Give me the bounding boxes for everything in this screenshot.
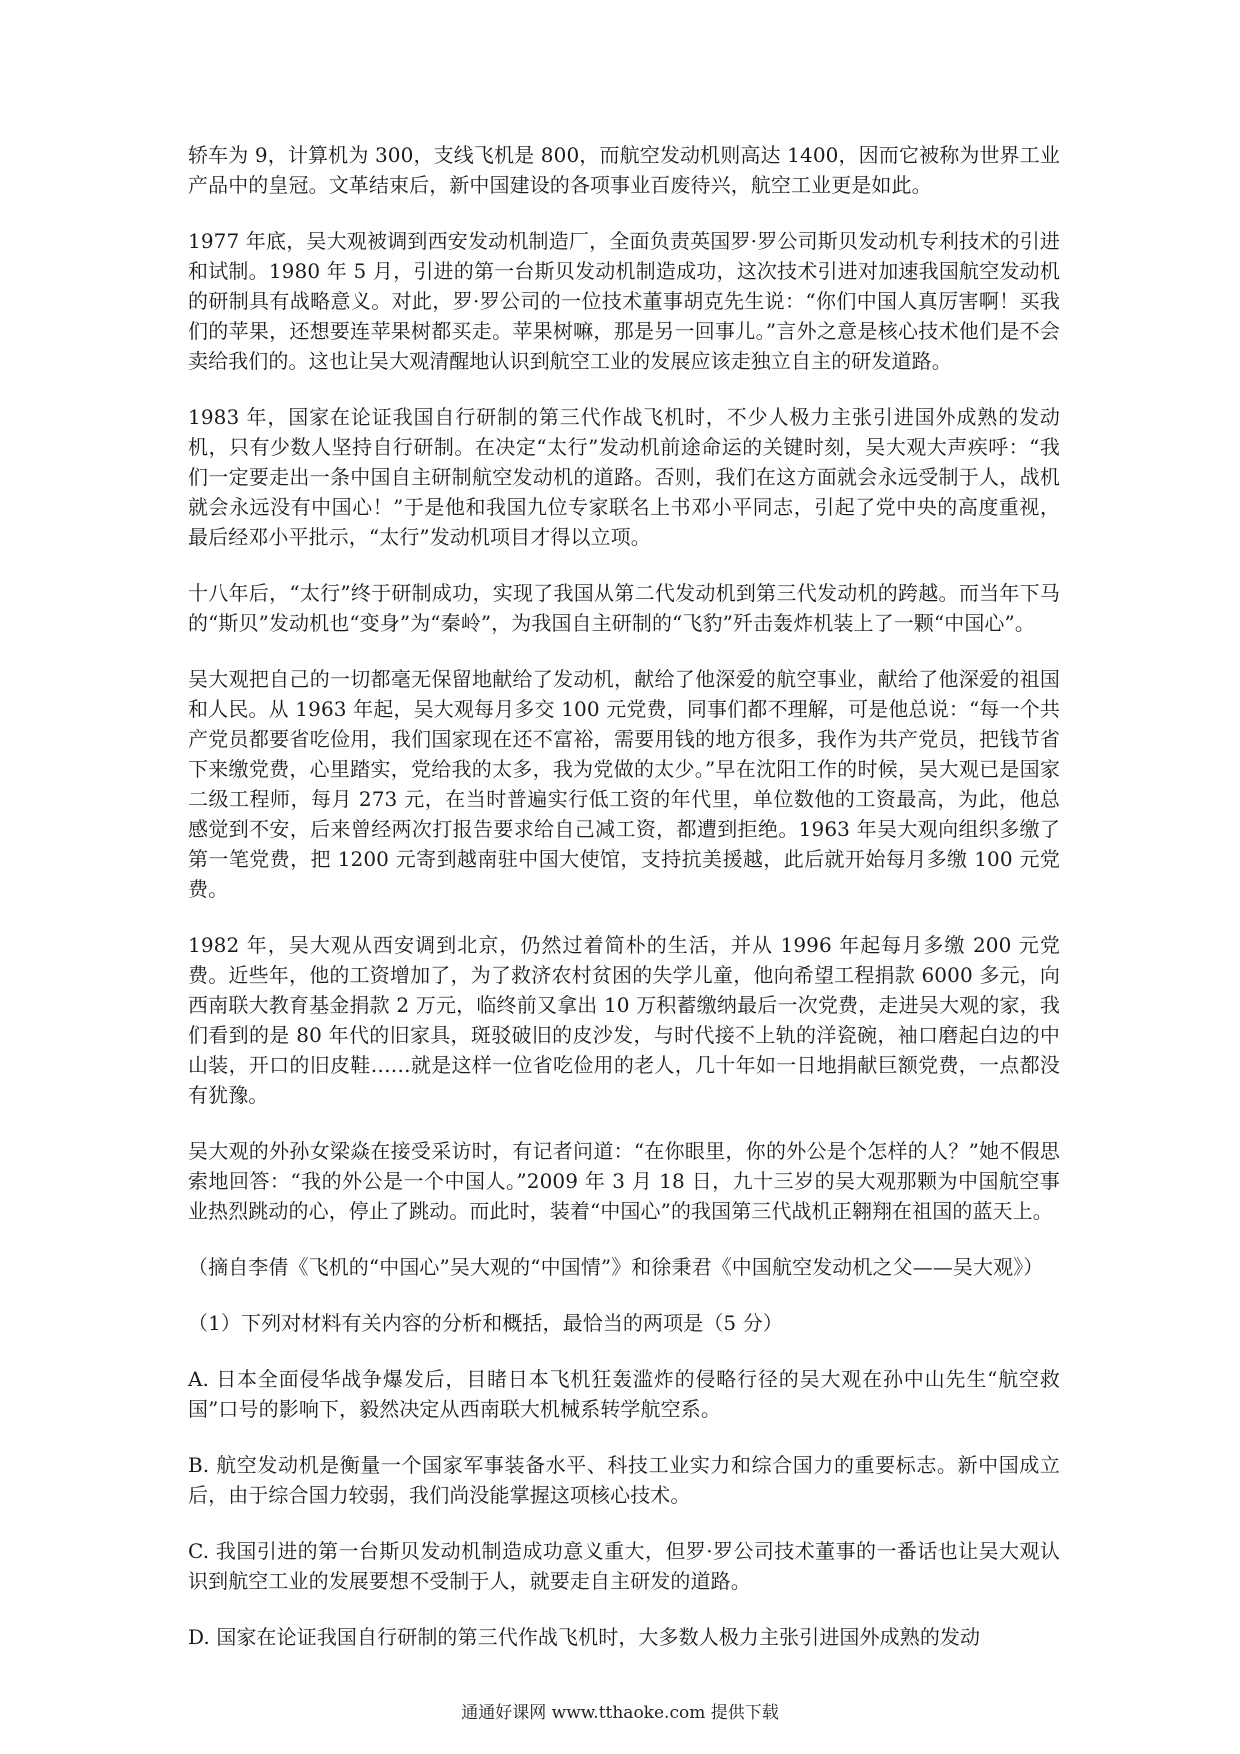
- paragraph-eighteen-years: 十八年后，“太行”终于研制成功，实现了我国从第二代发动机到第三代发动机的跨越。而当年下马的“斯贝”发动机也“变身”为“秦岭”，为我国自主研制的“飞豹”歼击轰炸机装上了一颗“中国心”。: [188, 581, 1060, 635]
- source-citation: （摘自李倩《飞机的“中国心”吴大观的“中国情”》和徐秉君《中国航空发动机之父——吴大观》）: [188, 1255, 1044, 1279]
- question-1: （1）下列对材料有关内容的分析和概括，最恰当的两项是（5 分）: [188, 1311, 783, 1335]
- document-body: [188, 140, 1060, 1678]
- paragraph-simple-life: 1982 年，吴大观从西安调到北京，仍然过着简朴的生活，并从 1996 年起每月多缴 200 元党费。近些年，他的工资增加了，为了救济农村贫困的失学儿童，他向希望工程捐款 6000 多元，向西南联大教育基金捐款 2 万元，临终前又拿出 10 万积蓄缴纳最后一次党费，走进吴大观的家，我们看到的是 80 年代的旧家具，斑驳破旧的皮沙发，与时代接不上轨的洋瓷碗，袖口磨起白边的中山装，开口的旧皮鞋……就是这样一位省吃俭用的老人，几十年如一日地捐献巨额党费，一点都没有犹豫。: [188, 933, 1060, 1107]
- paragraph-spey-engine: 1977 年底，吴大观被调到西安发动机制造厂，全面负责英国罗·罗公司斯贝发动机专利技术的引进和试制。1980 年 5 月，引进的第一台斯贝发动机制造成功，这次技术引进对加速我国航空发动机的研制具有战略意义。对此，罗·罗公司的一位技术董事胡克先生说：“你们中国人真厉害啊！买我们的苹果，还想要连苹果树都买走。苹果树嘛，那是另一回事儿。”言外之意是核心技术他们是不会卖给我们的。这也让吴大观清醒地认识到航空工业的发展应该走独立自主的研发道路。: [188, 229, 1060, 373]
- page-footer: 通通好课网 www.tthaoke.com 提供下载: [461, 1703, 779, 1723]
- option-c: C. 我国引进的第一台斯贝发动机制造成功意义重大，但罗·罗公司技术董事的一番话也让吴大观认识到航空工业的发展要想不受制于人，就要走自主研发的道路。: [188, 1539, 1060, 1593]
- paragraph-party-dues: 吴大观把自己的一切都毫无保留地献给了发动机，献给了他深爱的航空事业，献给了他深爱的祖国和人民。从 1963 年起，吴大观每月多交 100 元党费，同事们都不理解，可是他总说：“每一个共产党员都要省吃俭用，我们国家现在还不富裕，需要用钱的地方很多，我作为共产党员，把钱节省下来缴党费，心里踏实，党给我的太多，我为党做的太少。”早在沈阳工作的时候，吴大观已是国家二级工程师，每月 273 元，在当时普遍实行低工资的年代里，单位数他的工资最高，为此，他总感觉到不安，后来曾经两次打报告要求给自己减工资，都遭到拒绝。1963 年吴大观向组织多缴了第一笔党费，把 1200 元寄到越南驻中国大使馆，支持抗美援越，此后就开始每月多缴 100 元党费。: [188, 667, 1060, 901]
- option-a: A. 日本全面侵华战争爆发后，目睹日本飞机狂轰滥炸的侵略行径的吴大观在孙中山先生“航空救国”口号的影响下，毅然决定从西南联大机械系转学航空系。: [188, 1367, 1060, 1421]
- paragraph-taihang-project: 1983 年，国家在论证我国自行研制的第三代作战飞机时，不少人极力主张引进国外成熟的发动机，只有少数人坚持自行研制。在决定“太行”发动机前途命运的关键时刻，吴大观大声疾呼：“我们一定要走出一条中国自主研制航空发动机的道路。否则，我们在这方面就会永远受制于人，战机就会永远没有中国心！”于是他和我国九位专家联名上书邓小平同志，引起了党中央的高度重视，最后经邓小平批示，“太行”发动机项目才得以立项。: [188, 405, 1060, 549]
- option-d: D. 国家在论证我国自行研制的第三代作战飞机时，大多数人极力主张引进国外成熟的发动: [188, 1625, 981, 1649]
- paragraph-cost-ratio: 轿车为 9，计算机为 300，支线飞机是 800，而航空发动机则高达 1400，因而它被称为世界工业产品中的皇冠。文革结束后，新中国建设的各项事业百废待兴，航空工业更是如此。: [188, 143, 1060, 197]
- paragraph-granddaughter: 吴大观的外孙女梁焱在接受采访时，有记者问道：“在你眼里，你的外公是个怎样的人？”她不假思索地回答：“我的外公是一个中国人。”2009 年 3 月 18 日，九十三岁的吴大观那颗为中国航空事业热烈跳动的心，停止了跳动。而此时，装着“中国心”的我国第三代战机正翱翔在祖国的蓝天上。: [188, 1139, 1060, 1223]
- option-b: B. 航空发动机是衡量一个国家军事装备水平、科技工业实力和综合国力的重要标志。新中国成立后，由于综合国力较弱，我们尚没能掌握这项核心技术。: [188, 1453, 1060, 1507]
